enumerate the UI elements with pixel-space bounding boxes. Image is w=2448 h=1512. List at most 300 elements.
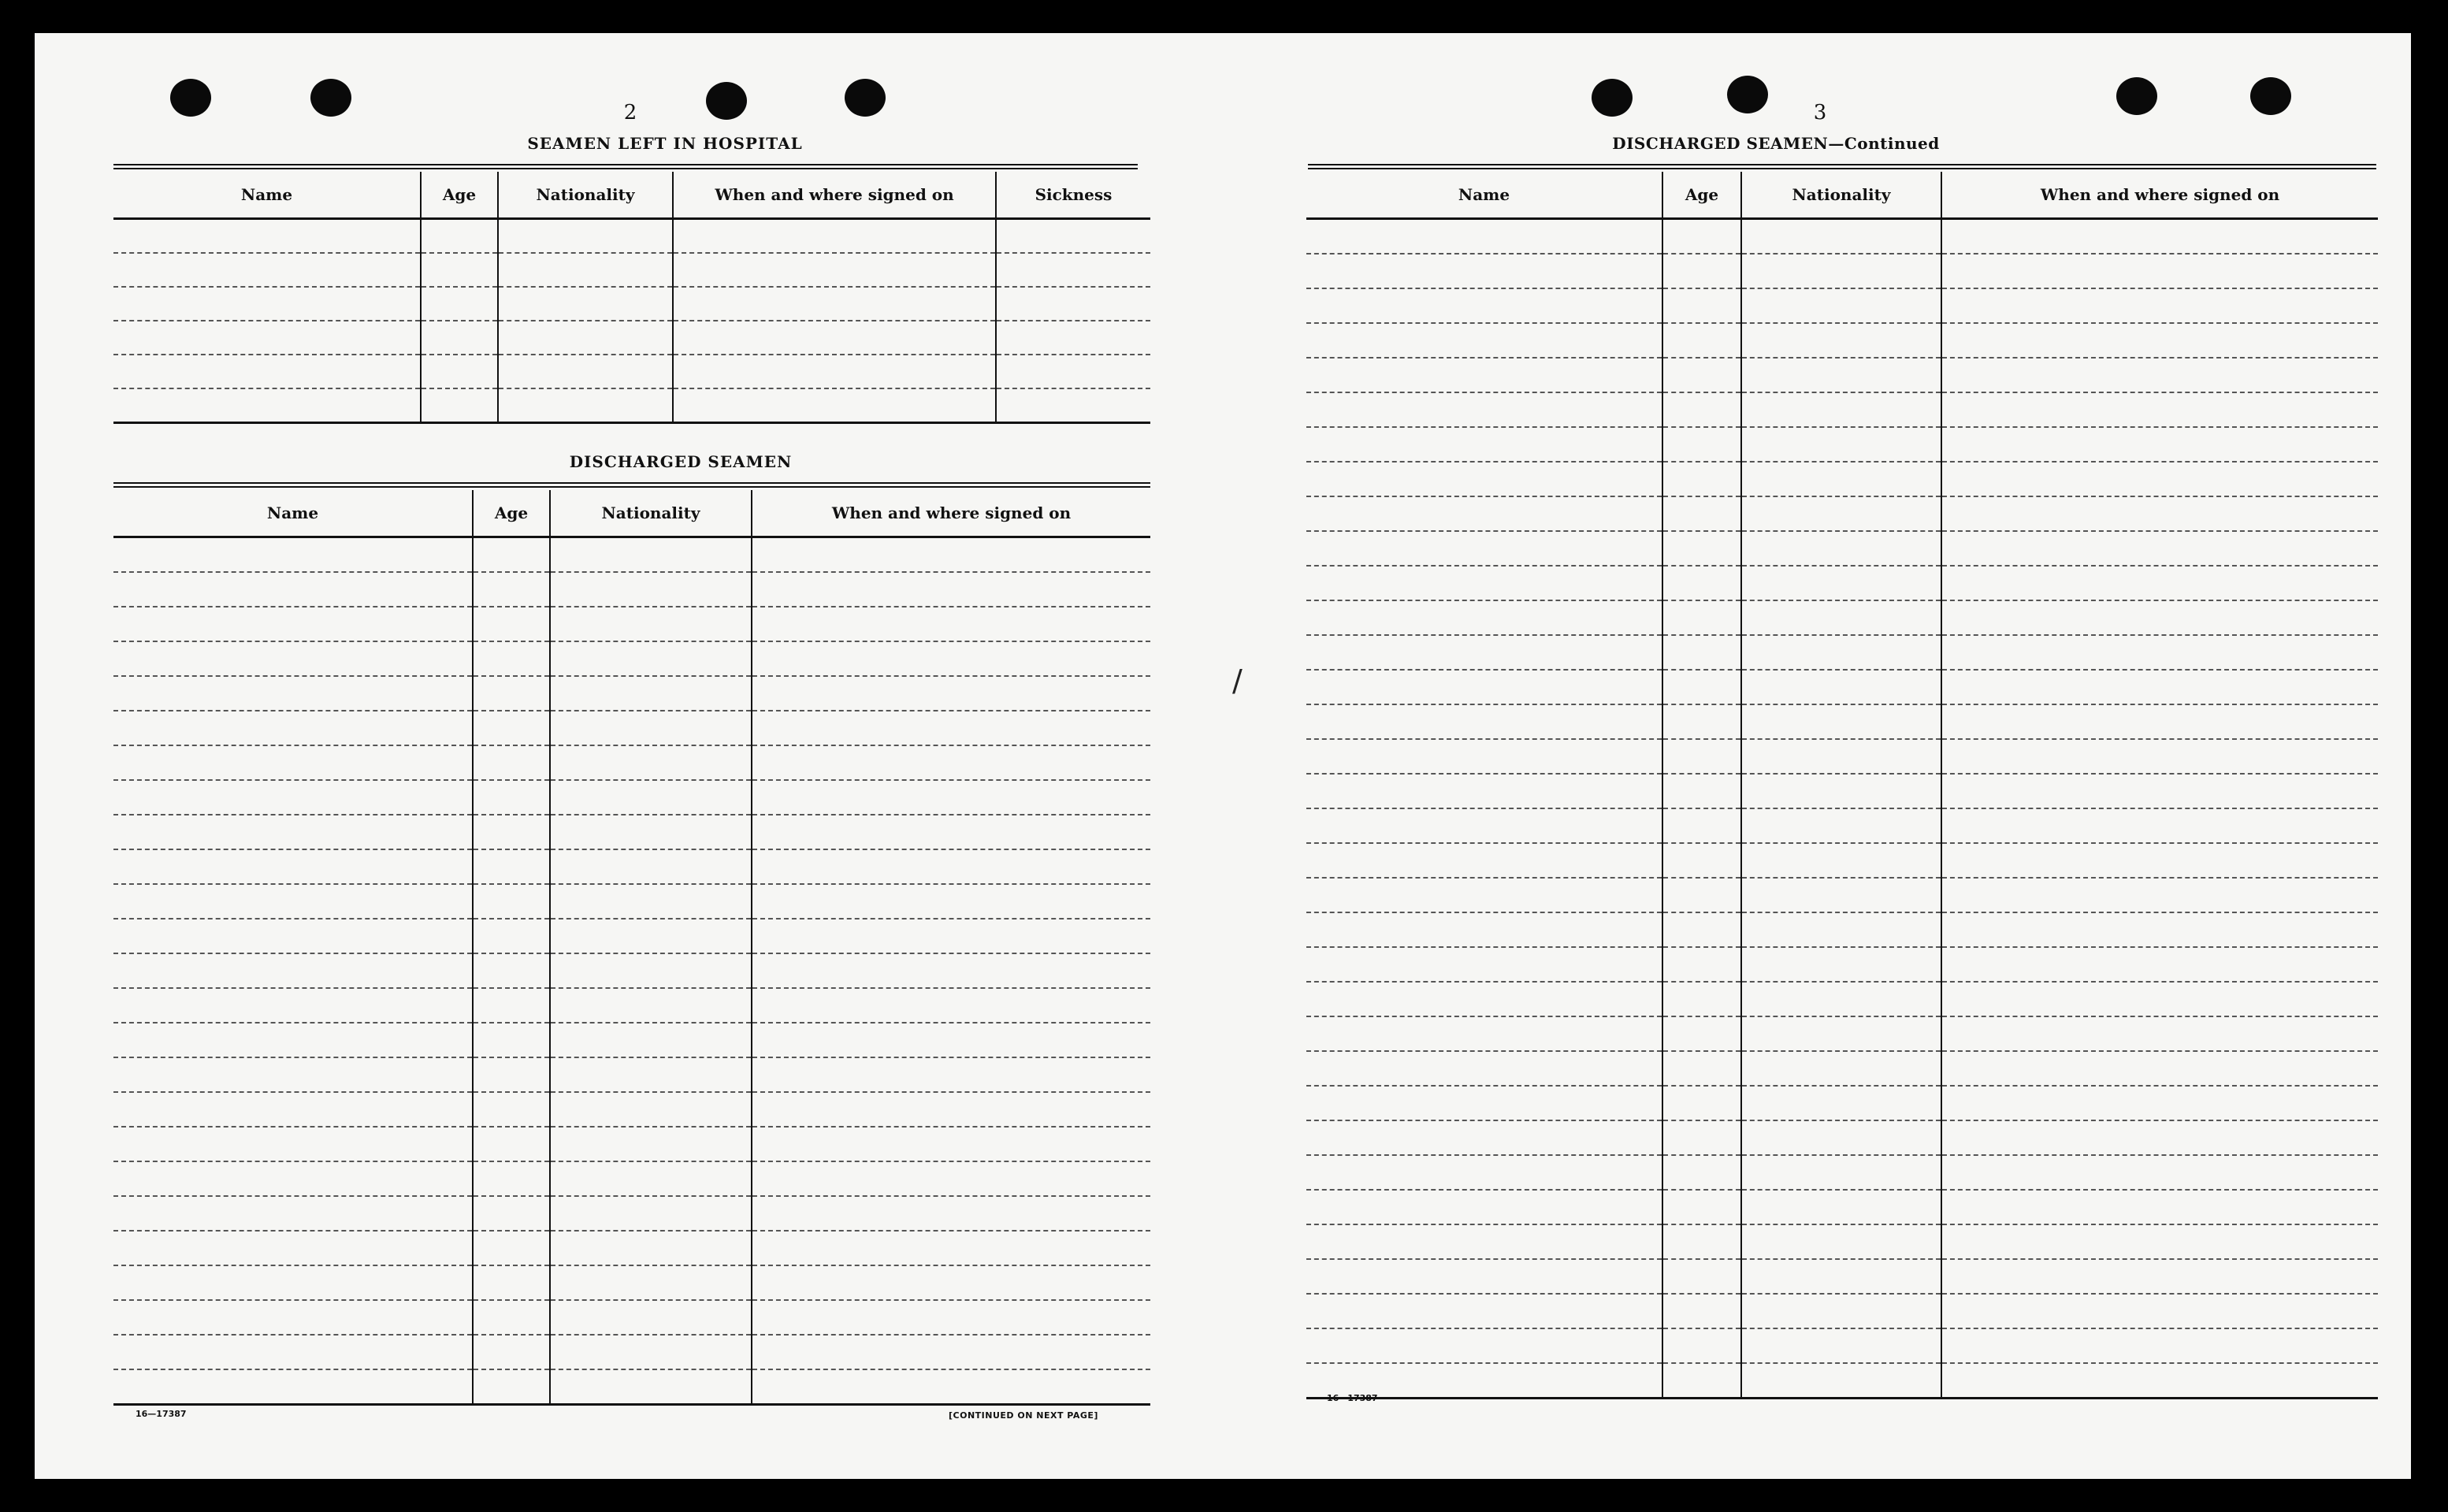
blank-cell[interactable] <box>752 745 1150 780</box>
blank-cell[interactable] <box>550 537 752 573</box>
blank-cell[interactable] <box>752 676 1150 711</box>
blank-cell[interactable] <box>752 1127 1150 1161</box>
blank-cell[interactable] <box>1662 1294 1741 1328</box>
blank-cell[interactable] <box>498 321 673 355</box>
discharged-continued-table <box>1306 172 2378 1399</box>
blank-cell[interactable] <box>113 1231 473 1265</box>
blank-cell[interactable] <box>752 849 1150 884</box>
blank-cell[interactable] <box>1306 1120 1662 1155</box>
blank-cell[interactable] <box>1741 947 1941 982</box>
blank-cell[interactable] <box>473 919 550 953</box>
blank-cell[interactable] <box>473 1265 550 1300</box>
blank-cell[interactable] <box>1741 496 1941 531</box>
blank-cell[interactable] <box>1306 323 1662 358</box>
blank-cell[interactable] <box>752 780 1150 815</box>
blank-cell[interactable] <box>752 537 1150 573</box>
blank-cell[interactable] <box>1941 1086 2378 1120</box>
blank-cell[interactable] <box>421 388 498 423</box>
table-row <box>1306 774 2378 808</box>
table-row <box>113 287 1150 321</box>
blank-cell[interactable] <box>752 572 1150 607</box>
blank-cell[interactable] <box>473 711 550 745</box>
blank-cell[interactable] <box>1306 566 1662 600</box>
blank-cell[interactable] <box>421 219 498 254</box>
punch-hole <box>706 82 747 120</box>
blank-cell[interactable] <box>1662 912 1741 947</box>
blank-cell[interactable] <box>550 884 752 919</box>
blank-cell[interactable] <box>1941 531 2378 566</box>
blank-cell[interactable] <box>113 711 473 745</box>
blank-cell[interactable] <box>1306 947 1662 982</box>
page-number-left: 2 <box>623 101 637 124</box>
blank-cell[interactable] <box>1941 427 2378 462</box>
blank-cell[interactable] <box>1741 1016 1941 1051</box>
blank-cell[interactable] <box>1941 358 2378 392</box>
blank-cell[interactable] <box>1741 566 1941 600</box>
blank-cell[interactable] <box>473 884 550 919</box>
blank-cell[interactable] <box>1741 1328 1941 1363</box>
blank-cell[interactable] <box>1662 496 1741 531</box>
blank-cell[interactable] <box>1662 1016 1741 1051</box>
blank-cell[interactable] <box>421 355 498 388</box>
blank-cell[interactable] <box>1306 254 1662 288</box>
blank-cell[interactable] <box>752 1092 1150 1127</box>
blank-cell[interactable] <box>1306 462 1662 496</box>
blank-cell[interactable] <box>498 388 673 423</box>
blank-cell[interactable] <box>113 919 473 953</box>
blank-cell[interactable] <box>1941 392 2378 427</box>
blank-cell[interactable] <box>113 1265 473 1300</box>
blank-cell[interactable] <box>550 953 752 988</box>
blank-cell[interactable] <box>498 219 673 254</box>
blank-cell[interactable] <box>1941 912 2378 947</box>
blank-cell[interactable] <box>996 287 1150 321</box>
blank-cell[interactable] <box>1941 1120 2378 1155</box>
blank-cell[interactable] <box>113 641 473 676</box>
blank-cell[interactable] <box>421 253 498 287</box>
blank-cell[interactable] <box>1741 254 1941 288</box>
blank-cell[interactable] <box>752 1231 1150 1265</box>
blank-cell[interactable] <box>752 1265 1150 1300</box>
blank-cell[interactable] <box>1662 254 1741 288</box>
blank-cell[interactable] <box>550 572 752 607</box>
blank-cell[interactable] <box>1741 1086 1941 1120</box>
blank-cell[interactable] <box>1662 739 1741 774</box>
hospital-top-rule <box>113 164 1138 169</box>
blank-cell[interactable] <box>1741 462 1941 496</box>
blank-cell[interactable] <box>113 537 473 573</box>
blank-cell[interactable] <box>1941 670 2378 704</box>
blank-cell[interactable] <box>550 1161 752 1196</box>
blank-cell[interactable] <box>113 953 473 988</box>
blank-cell[interactable] <box>752 1023 1150 1057</box>
blank-cell[interactable] <box>1306 912 1662 947</box>
blank-cell[interactable] <box>113 1196 473 1231</box>
blank-cell[interactable] <box>1941 704 2378 739</box>
table-row <box>113 884 1150 919</box>
blank-cell[interactable] <box>113 745 473 780</box>
blank-cell[interactable] <box>1662 1120 1741 1155</box>
blank-cell[interactable] <box>752 953 1150 988</box>
col-header-signed-on: When and where signed on <box>752 490 1150 537</box>
blank-cell[interactable] <box>1741 427 1941 462</box>
blank-cell[interactable] <box>550 711 752 745</box>
blank-cell[interactable] <box>113 388 421 423</box>
blank-cell[interactable] <box>550 676 752 711</box>
blank-cell[interactable] <box>1662 947 1741 982</box>
blank-cell[interactable] <box>550 1335 752 1369</box>
form-number-right: 16—17387 <box>1327 1393 1378 1403</box>
blank-cell[interactable] <box>1741 1051 1941 1086</box>
blank-cell[interactable] <box>473 780 550 815</box>
blank-cell[interactable] <box>752 1196 1150 1231</box>
blank-cell[interactable] <box>550 1196 752 1231</box>
blank-cell[interactable] <box>1306 982 1662 1016</box>
blank-cell[interactable] <box>113 1057 473 1092</box>
blank-cell[interactable] <box>1662 219 1741 254</box>
blank-cell[interactable] <box>1741 704 1941 739</box>
blank-cell[interactable] <box>752 1161 1150 1196</box>
blank-cell[interactable] <box>1662 323 1741 358</box>
blank-cell[interactable] <box>1941 254 2378 288</box>
blank-cell[interactable] <box>473 1127 550 1161</box>
blank-cell[interactable] <box>1941 739 2378 774</box>
blank-cell[interactable] <box>752 607 1150 641</box>
blank-cell[interactable] <box>113 1092 473 1127</box>
blank-cell[interactable] <box>113 1335 473 1369</box>
blank-cell[interactable] <box>473 1057 550 1092</box>
blank-cell[interactable] <box>1941 1016 2378 1051</box>
table-row <box>1306 219 2378 254</box>
blank-cell[interactable] <box>1941 1155 2378 1190</box>
blank-cell[interactable] <box>1662 566 1741 600</box>
blank-cell[interactable] <box>1662 982 1741 1016</box>
table-row <box>1306 635 2378 670</box>
blank-cell[interactable] <box>1306 427 1662 462</box>
blank-cell[interactable] <box>1741 912 1941 947</box>
blank-cell[interactable] <box>473 1196 550 1231</box>
blank-cell[interactable] <box>550 780 752 815</box>
blank-cell[interactable] <box>1662 1155 1741 1190</box>
blank-cell[interactable] <box>1662 1259 1741 1294</box>
blank-cell[interactable] <box>113 988 473 1023</box>
table-row <box>113 919 1150 953</box>
blank-cell[interactable] <box>550 1300 752 1335</box>
blank-cell[interactable] <box>1662 808 1741 843</box>
blank-cell[interactable] <box>473 1335 550 1369</box>
blank-cell[interactable] <box>1941 808 2378 843</box>
table-row <box>1306 1190 2378 1224</box>
blank-cell[interactable] <box>1741 878 1941 912</box>
blank-cell[interactable] <box>1741 1120 1941 1155</box>
blank-cell[interactable] <box>1741 1259 1941 1294</box>
punch-hole <box>170 79 211 117</box>
blank-cell[interactable] <box>550 745 752 780</box>
table-row <box>1306 392 2378 427</box>
blank-cell[interactable] <box>1306 808 1662 843</box>
blank-cell[interactable] <box>1306 1224 1662 1259</box>
form-number-left: 16—17387 <box>136 1409 187 1419</box>
blank-cell[interactable] <box>1306 531 1662 566</box>
blank-cell[interactable] <box>1741 1224 1941 1259</box>
blank-cell[interactable] <box>113 780 473 815</box>
table-row <box>1306 878 2378 912</box>
blank-cell[interactable] <box>473 607 550 641</box>
blank-cell[interactable] <box>1306 288 1662 323</box>
blank-cell[interactable] <box>113 1127 473 1161</box>
blank-cell[interactable] <box>550 1369 752 1405</box>
blank-cell[interactable] <box>1662 635 1741 670</box>
blank-cell[interactable] <box>673 219 996 254</box>
blank-cell[interactable] <box>1741 288 1941 323</box>
table-row <box>113 388 1150 423</box>
blank-cell[interactable] <box>1306 219 1662 254</box>
blank-cell[interactable] <box>1662 1363 1741 1399</box>
table-row <box>113 1196 1150 1231</box>
blank-cell[interactable] <box>1662 670 1741 704</box>
blank-cell[interactable] <box>473 988 550 1023</box>
table-row <box>113 1300 1150 1335</box>
blank-cell[interactable] <box>473 1369 550 1405</box>
blank-cell[interactable] <box>1941 635 2378 670</box>
blank-cell[interactable] <box>752 1335 1150 1369</box>
blank-cell[interactable] <box>1741 1294 1941 1328</box>
table-row <box>113 815 1150 849</box>
table-row <box>1306 254 2378 288</box>
blank-cell[interactable] <box>1662 288 1741 323</box>
blank-cell[interactable] <box>421 287 498 321</box>
blank-cell[interactable] <box>1941 1259 2378 1294</box>
table-row <box>1306 670 2378 704</box>
blank-cell[interactable] <box>1741 808 1941 843</box>
blank-cell[interactable] <box>1662 704 1741 739</box>
blank-cell[interactable] <box>1306 600 1662 635</box>
blank-cell[interactable] <box>113 287 421 321</box>
blank-cell[interactable] <box>473 1023 550 1057</box>
blank-cell[interactable] <box>1741 323 1941 358</box>
blank-cell[interactable] <box>1741 531 1941 566</box>
blank-cell[interactable] <box>752 1369 1150 1405</box>
blank-cell[interactable] <box>550 1127 752 1161</box>
blank-cell[interactable] <box>473 1161 550 1196</box>
blank-cell[interactable] <box>113 1023 473 1057</box>
blank-cell[interactable] <box>1306 1328 1662 1363</box>
blank-cell[interactable] <box>1306 704 1662 739</box>
blank-cell[interactable] <box>473 572 550 607</box>
blank-cell[interactable] <box>1306 843 1662 878</box>
blank-cell[interactable] <box>1741 635 1941 670</box>
table-row <box>113 1161 1150 1196</box>
blank-cell[interactable] <box>473 953 550 988</box>
blank-cell[interactable] <box>1941 1190 2378 1224</box>
blank-cell[interactable] <box>1741 739 1941 774</box>
blank-cell[interactable] <box>550 607 752 641</box>
blank-cell[interactable] <box>550 1231 752 1265</box>
blank-cell[interactable] <box>673 388 996 423</box>
blank-cell[interactable] <box>752 711 1150 745</box>
blank-cell[interactable] <box>113 572 473 607</box>
blank-cell[interactable] <box>1741 670 1941 704</box>
blank-cell[interactable] <box>752 1300 1150 1335</box>
blank-cell[interactable] <box>996 219 1150 254</box>
blank-cell[interactable] <box>1741 358 1941 392</box>
blank-cell[interactable] <box>1941 1363 2378 1399</box>
hospital-section-title: SEAMEN LEFT IN HOSPITAL <box>527 134 803 153</box>
blank-cell[interactable] <box>473 849 550 884</box>
blank-cell[interactable] <box>550 1265 752 1300</box>
blank-cell[interactable] <box>473 815 550 849</box>
blank-cell[interactable] <box>1306 1155 1662 1190</box>
blank-cell[interactable] <box>1306 739 1662 774</box>
continued-note: [CONTINUED ON NEXT PAGE] <box>949 1410 1098 1421</box>
blank-cell[interactable] <box>1662 531 1741 566</box>
blank-cell[interactable] <box>550 1023 752 1057</box>
blank-cell[interactable] <box>1662 462 1741 496</box>
blank-cell[interactable] <box>113 676 473 711</box>
blank-cell[interactable] <box>752 988 1150 1023</box>
blank-cell[interactable] <box>473 1092 550 1127</box>
blank-cell[interactable] <box>752 919 1150 953</box>
table-row <box>1306 808 2378 843</box>
blank-cell[interactable] <box>498 287 673 321</box>
blank-cell[interactable] <box>1741 774 1941 808</box>
blank-cell[interactable] <box>1941 288 2378 323</box>
blank-cell[interactable] <box>1941 219 2378 254</box>
blank-cell[interactable] <box>1941 566 2378 600</box>
blank-cell[interactable] <box>996 355 1150 388</box>
blank-cell[interactable] <box>550 849 752 884</box>
table-row <box>1306 358 2378 392</box>
blank-cell[interactable] <box>473 1231 550 1265</box>
blank-cell[interactable] <box>1741 1363 1941 1399</box>
blank-cell[interactable] <box>752 884 1150 919</box>
blank-cell[interactable] <box>113 355 421 388</box>
blank-cell[interactable] <box>752 1057 1150 1092</box>
blank-cell[interactable] <box>1662 774 1741 808</box>
blank-cell[interactable] <box>1941 774 2378 808</box>
blank-cell[interactable] <box>1741 1155 1941 1190</box>
table-row <box>1306 1120 2378 1155</box>
blank-cell[interactable] <box>1941 982 2378 1016</box>
blank-cell[interactable] <box>1741 392 1941 427</box>
blank-cell[interactable] <box>113 321 421 355</box>
blank-cell[interactable] <box>1662 358 1741 392</box>
blank-cell[interactable] <box>113 849 473 884</box>
blank-cell[interactable] <box>1941 496 2378 531</box>
blank-cell[interactable] <box>421 321 498 355</box>
blank-cell[interactable] <box>1941 1294 2378 1328</box>
blank-cell[interactable] <box>1941 600 2378 635</box>
blank-cell[interactable] <box>1941 462 2378 496</box>
blank-cell[interactable] <box>1662 878 1741 912</box>
blank-cell[interactable] <box>1306 496 1662 531</box>
blank-cell[interactable] <box>1741 219 1941 254</box>
blank-cell[interactable] <box>1662 392 1741 427</box>
blank-cell[interactable] <box>113 884 473 919</box>
blank-cell[interactable] <box>550 815 752 849</box>
blank-cell[interactable] <box>113 1300 473 1335</box>
blank-cell[interactable] <box>1941 1224 2378 1259</box>
table-row <box>1306 1051 2378 1086</box>
blank-cell[interactable] <box>473 676 550 711</box>
blank-cell[interactable] <box>113 219 421 254</box>
blank-cell[interactable] <box>113 253 421 287</box>
blank-cell[interactable] <box>550 988 752 1023</box>
blank-cell[interactable] <box>1306 392 1662 427</box>
blank-cell[interactable] <box>550 1057 752 1092</box>
blank-cell[interactable] <box>1741 600 1941 635</box>
blank-cell[interactable] <box>1741 982 1941 1016</box>
blank-cell[interactable] <box>673 321 996 355</box>
blank-cell[interactable] <box>673 287 996 321</box>
blank-cell[interactable] <box>1662 600 1741 635</box>
blank-cell[interactable] <box>1662 1190 1741 1224</box>
table-row <box>113 1335 1150 1369</box>
blank-cell[interactable] <box>1306 635 1662 670</box>
blank-cell[interactable] <box>673 253 996 287</box>
blank-cell[interactable] <box>1306 670 1662 704</box>
blank-cell[interactable] <box>1662 843 1741 878</box>
blank-cell[interactable] <box>1941 878 2378 912</box>
blank-cell[interactable] <box>1306 358 1662 392</box>
blank-cell[interactable] <box>673 355 996 388</box>
blank-cell[interactable] <box>996 253 1150 287</box>
blank-cell[interactable] <box>1741 1190 1941 1224</box>
blank-cell[interactable] <box>996 388 1150 423</box>
blank-cell[interactable] <box>1662 427 1741 462</box>
blank-cell[interactable] <box>113 1161 473 1196</box>
blank-cell[interactable] <box>473 537 550 573</box>
blank-cell[interactable] <box>1662 1328 1741 1363</box>
blank-cell[interactable] <box>550 1092 752 1127</box>
blank-cell[interactable] <box>113 815 473 849</box>
blank-cell[interactable] <box>1941 1051 2378 1086</box>
blank-cell[interactable] <box>996 321 1150 355</box>
blank-cell[interactable] <box>1306 1190 1662 1224</box>
blank-cell[interactable] <box>1941 323 2378 358</box>
blank-cell[interactable] <box>498 253 673 287</box>
blank-cell[interactable] <box>1741 843 1941 878</box>
table-row <box>1306 600 2378 635</box>
blank-cell[interactable] <box>752 815 1150 849</box>
blank-cell[interactable] <box>1662 1224 1741 1259</box>
blank-cell[interactable] <box>113 607 473 641</box>
punch-hole <box>2116 77 2157 115</box>
blank-cell[interactable] <box>1306 1294 1662 1328</box>
blank-cell[interactable] <box>1306 1086 1662 1120</box>
table-row <box>113 607 1150 641</box>
blank-cell[interactable] <box>1662 1086 1741 1120</box>
blank-cell[interactable] <box>1306 1051 1662 1086</box>
blank-cell[interactable] <box>752 641 1150 676</box>
blank-cell[interactable] <box>550 641 752 676</box>
blank-cell[interactable] <box>1306 1016 1662 1051</box>
blank-cell[interactable] <box>473 641 550 676</box>
blank-cell[interactable] <box>113 1369 473 1405</box>
blank-cell[interactable] <box>473 745 550 780</box>
blank-cell[interactable] <box>1941 947 2378 982</box>
blank-cell[interactable] <box>498 355 673 388</box>
blank-cell[interactable] <box>1941 1328 2378 1363</box>
blank-cell[interactable] <box>1306 774 1662 808</box>
blank-cell[interactable] <box>1662 1051 1741 1086</box>
table-row <box>113 849 1150 884</box>
blank-cell[interactable] <box>1941 843 2378 878</box>
blank-cell[interactable] <box>1306 1259 1662 1294</box>
blank-cell[interactable] <box>1306 878 1662 912</box>
blank-cell[interactable] <box>473 1300 550 1335</box>
blank-cell[interactable] <box>550 919 752 953</box>
